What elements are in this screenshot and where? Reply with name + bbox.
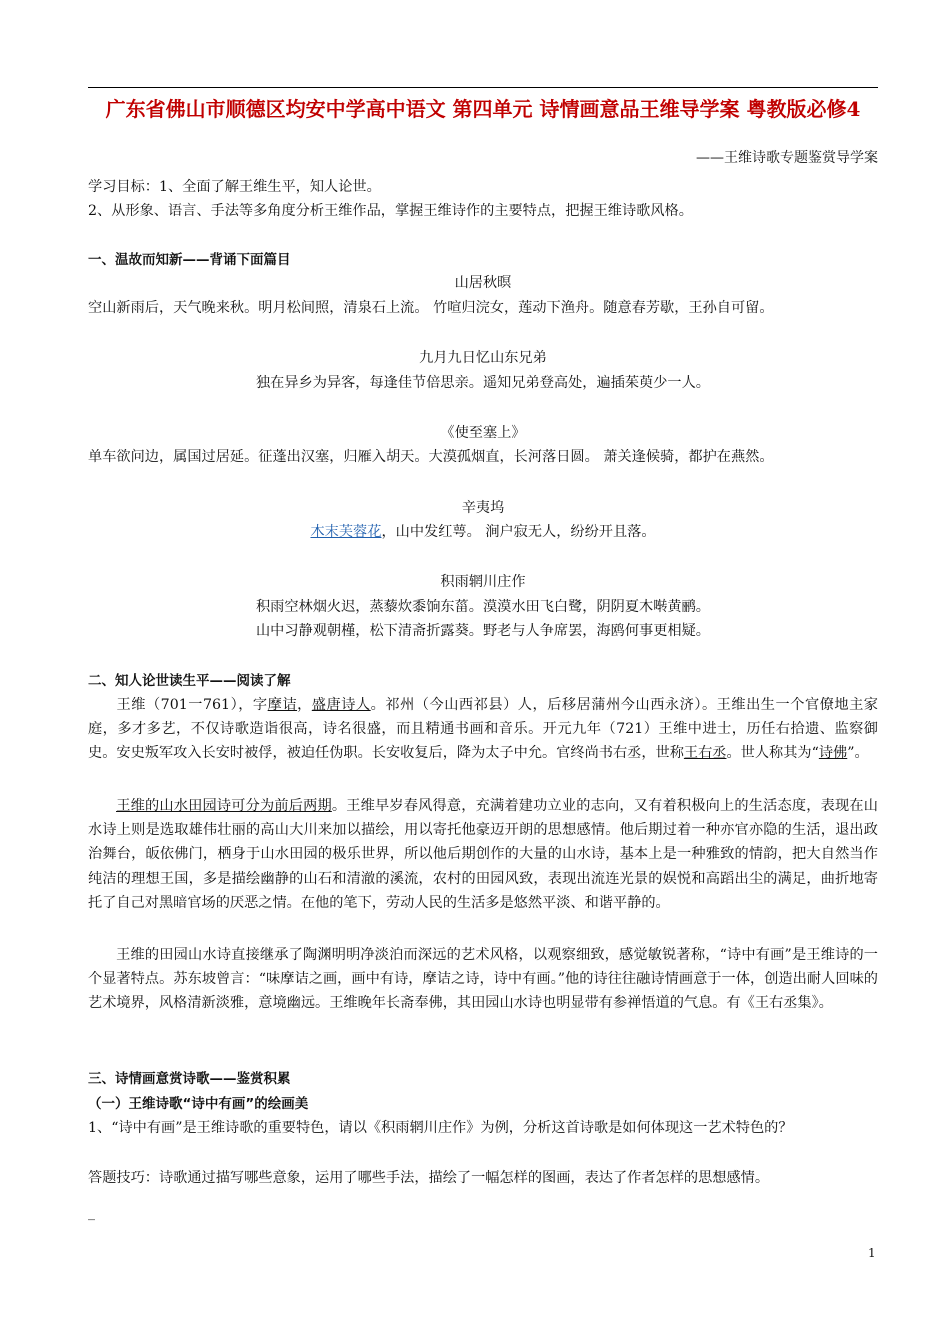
poem-4-rest: ，山中发红萼。 涧户寂无人，纷纷开且落。 <box>381 524 656 540</box>
section-1-heading: 一、温故而知新——背诵下面篇目 <box>88 252 291 268</box>
biography-paragraph-1: 王维（701一761），字摩诘，盛唐诗人。祁州（今山西祁县）人，后移居蒲州今山西永济）。王维出生一个官僚地主家庭，多才多艺，不仅诗歌造诣很高，诗名很盛，而且精通书画和音乐。开元九年（721）王维中进士，历任右拾遗、监察御史。安史叛军攻入长安时被俘，被迫任伪职。长安收复后，降为太子中允。官终尚书右丞，世称王右丞。世人称其为“诗佛”。 <box>88 697 878 762</box>
courtesy-name: 摩诘 <box>267 697 298 713</box>
section-3-heading: 三、诗情画意赏诗歌——鉴赏积累 <box>88 1071 291 1087</box>
poem-4-link[interactable]: 木末芙蓉花 <box>310 524 382 540</box>
poem-3-title: 《使至塞上》 <box>440 425 526 441</box>
top-rule <box>88 87 878 88</box>
section-2-heading: 二、知人论世读生平——阅读了解 <box>88 673 291 689</box>
answer-tip: 答题技巧：诗歌通过描写哪些意象，运用了哪些手法，描绘了一幅怎样的图画，表达了作者怎样的思想感情。 <box>88 1170 770 1186</box>
goal-line-2: 2、从形象、语言、手法等多角度分析王维作品，掌握王维诗作的主要特点，把握王维诗歌风格。 <box>88 203 693 219</box>
poem-4-title: 辛夷坞 <box>461 500 505 516</box>
answer-blank: _ <box>88 1205 95 1221</box>
goal-line-1: 学习目标：1、全面了解王维生平，知人论世。 <box>88 179 381 195</box>
poem-4-text <box>88 521 878 543</box>
era-label: 盛唐诗人 <box>311 697 371 713</box>
biography-paragraph-3: 王维的田园山水诗直接继承了陶渊明明净淡泊而深远的艺术风格，以观察细致，感觉敏锐著称，“诗中有画”是王维诗的一个显著特点。苏东坡曾言：“味摩诘之画，画中有诗，摩诘之诗，诗中有画。”他的诗往往融诗情画意于一体，创造出耐人回味的艺术境界，风格清新淡雅，意境幽远。王维晚年长斋奉佛，其田园山水诗也明显带有参禅悟道的气息。有《王右丞集》。 <box>88 947 878 1012</box>
section-3-subheading: （一）王维诗歌“诗中有画”的绘画美 <box>88 1096 309 1112</box>
two-periods-label: 王维的山水田园诗可分为前后两期 <box>116 798 332 814</box>
poem-5-line-2: 山中习静观朝槿，松下清斋折露葵。野老与人争席罢，海鸥何事更相疑。 <box>255 623 710 639</box>
poem-5-title: 积雨辋川庄作 <box>440 574 526 590</box>
poem-1-text: 空山新雨后，天气晚来秋。明月松间照，清泉石上流。 竹喧归浣女，莲动下渔舟。随意春芳歇，王孙自可留。 <box>88 300 774 316</box>
poem-2-text: 独在异乡为异客，每逢佳节倍思亲。遥知兄弟登高处，遍插茱萸少一人。 <box>255 375 710 391</box>
page-number: 1 <box>868 1246 876 1260</box>
title-name: 王右丞 <box>683 745 727 762</box>
document-subtitle: ——王维诗歌专题鉴赏导学案 <box>696 150 878 166</box>
poem-1-title: 山居秋暝 <box>454 275 512 291</box>
poem-3-text: 单车欲问边，属国过居延。征蓬出汉塞，归雁入胡天。大漠孤烟直，长河落日圆。 萧关逢候骑，都护在燕然。 <box>88 449 774 465</box>
question-1: 1、“诗中有画”是王维诗歌的重要特色，请以《积雨辋川庄作》为例，分析这首诗歌是如何体现这一艺术特色的？ <box>88 1120 793 1136</box>
document-title: 广东省佛山市顺德区均安中学高中语文 第四单元 诗情画意品王维导学案 粤教版必修4 <box>105 97 861 121</box>
biography-paragraph-2: 王维的山水田园诗可分为前后两期。王维早岁春风得意，充满着建功立业的志向，又有着积极向上的生活态度，表现在山水诗上则是选取雄伟壮丽的高山大川来加以描绘，用以寄托他豪迈开朗的思想感情。他后期过着一种亦官亦隐的生活，退出政治舞台，皈依佛门，栖身于山水田园的极乐世界，所以他后期创作的大量的山水诗，基本上是一种雅致的情韵，把大自然当作纯洁的理想王国，多是描绘幽静的山石和清澈的溪流，农村的田园风致，表现出流连光景的娱悦和高蹈出尘的满足，曲折地寄托了自己对黑暗官场的厌恶之情。在他的笔下，劳动人民的生活多是悠然平淡、和谐平静的。 <box>88 798 878 911</box>
poem-2-title: 九月九日忆山东兄弟 <box>419 350 547 366</box>
poet-buddha-label: 诗佛 <box>818 745 848 762</box>
poem-5-line-1: 积雨空林烟火迟，蒸藜炊黍饷东菑。漠漠水田飞白鹭，阴阴夏木啭黄鹂。 <box>255 599 710 615</box>
